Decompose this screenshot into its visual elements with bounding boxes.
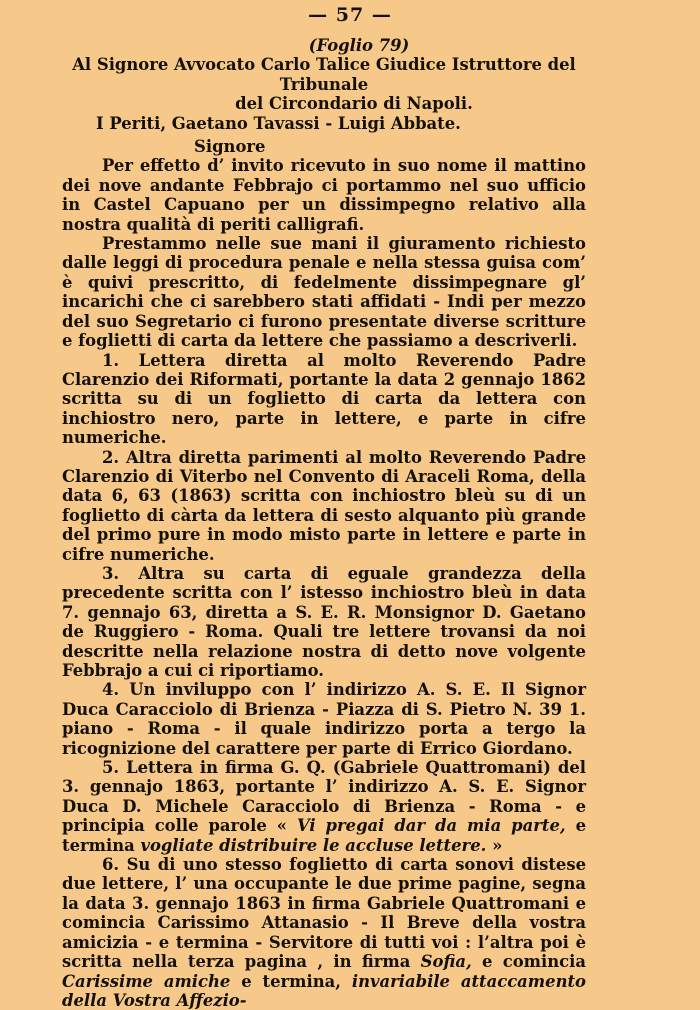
item-6 — [62, 855, 586, 1010]
item-5 — [62, 758, 586, 855]
item-5-quote-start: Vi pregai dar da mia parte, — [296, 816, 566, 836]
item-5-text-b: e termina — [62, 816, 587, 855]
item-3: 3. Altra su carta di eguale grandezza della precedente scritta con l’ istesso inchiostro bleù in data 7. gennajo 63, diretta a S. E. R. Monsignor D. Gaetano de Ruggiero - Roma. Quali tre lettere trovansi da noi descritte nella relazione nostra di detto nove volgente Febbrajo a cui ci riportiamo. — [62, 563, 586, 680]
page-number: — 57 — — [308, 4, 392, 26]
item-5-text-c: » — [492, 835, 503, 855]
item-4: 4. Un inviluppo con l’ indirizzo A. S. E. Il Signor Duca Caracciolo di Brienza - Piazza di S. Pietro N. 39 1. piano - Roma - il quale indirizzo porta a tergo la ricognizione del carattere per parte di Errico Giordano. — [62, 680, 586, 758]
item-6-text-b: e comincia — [482, 952, 586, 972]
item-6-opening: Carissime amiche — [62, 971, 231, 991]
periti-line: I Periti, Gaetano Tavassi - Luigi Abbate. — [96, 113, 461, 133]
item-2: 2. Altra diretta parimenti al molto Reverendo Padre Clarenzio di Viterbo nel Convento di Araceli Roma, della data 6, 63 (1863) scritta con inchiostro bleù su di un foglietto di càrta da lettera di sesto alquanto più grande del primo pure in modo misto parte in lettere e parte in cifre numeriche. — [62, 447, 586, 564]
item-6-text-a: 6. Su di uno stesso foglietto di carta sonovi distese due lettere, l’ una occupante le due prime pagine, segna la data 3. gennajo 1863 in firma Gabriele Quattromani e comincia Carissimo Attanasio - Il Breve della vostra amicizia - e termina - Servitore di tutti voi : l’altra poi è scritta nella terza pagina , in firma — [62, 855, 586, 972]
salutation: Signore — [194, 137, 266, 157]
oath-paragraph: Prestammo nelle sue mani il giuramento richiesto dalle leggi di procedura penale e nella stessa guisa com’ è quivi prescritto, di fedelmente dissimpegnare gl’ incarichi che ci sarebbero stati affidati - Indi per mezzo del suo Segretario ci furono presentate diverse scritture e foglietti di carta da lettere che passiamo a descriverli. — [62, 234, 586, 351]
foglio-label: (Foglio 79) — [308, 36, 410, 55]
item-1: 1. Lettera diretta al molto Reverendo Padre Clarenzio dei Riformati, portante la data 2 gennajo 1862 scritta su di un foglietto di carta da lettera con inchiostro nero, parte in lettere, e parte in cifre numeriche. — [62, 350, 586, 448]
item-5-quote-end: vogliate distribuire le accluse lettere. — [140, 835, 487, 855]
document-body — [62, 36, 586, 1010]
item-6-closing: invariabile attaccamento della Vostra Affezio- — [62, 971, 586, 1010]
item-6-text-c: e termina, — [241, 971, 341, 991]
address-line-2: del Circondario di Napoli. — [235, 94, 473, 114]
item-6-signature: Sofia, — [420, 952, 472, 972]
intro-paragraph: Per effetto d’ invito ricevuto in suo nome il mattino dei nove andante Febbrajo ci portammo nel suo ufficio in Castel Capuano per un dissimpegno relativo alla nostra qualità di periti calligrafi. — [62, 156, 586, 234]
address-line-1: Al Signore Avvocato Carlo Talice Giudice Istruttore del Tribunale — [72, 55, 576, 94]
item-5-text-a: 5. Lettera in firma G. Q. (Gabriele Quattromani) del 3. gennajo 1863, portante l’ indirizzo A. S. E. Signor Duca D. Michele Caracciolo di Brienza - Roma - e principia colle parole « — [62, 758, 586, 836]
